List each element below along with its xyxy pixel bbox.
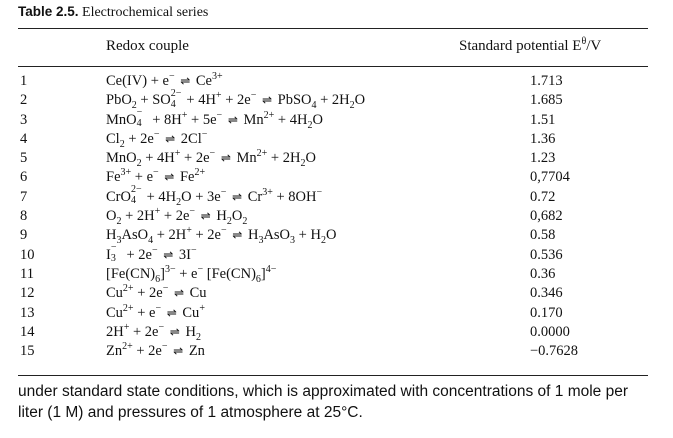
redox-equation: CrO 2− 4 + $4H_2O + 3e^-$ ⇌ $Cr^{3+} + 8OH^-$ [106, 184, 323, 208]
row-number: 8 [20, 208, 28, 225]
table-row [18, 342, 648, 361]
table-row [18, 87, 648, 112]
table-caption [18, 4, 208, 21]
row-number: 7 [20, 188, 28, 205]
redox-equation: I − 3 + 2e− ⇌ 3I− [106, 242, 197, 265]
table-body [18, 72, 648, 361]
redox-equation: $H_3AsO_4 + 2H^+ + 2e^-$ ⇌ $H_3AsO_3 + H_2O$ [106, 225, 337, 247]
table-row [18, 242, 648, 265]
table-row [18, 284, 648, 303]
row-number: 9 [20, 227, 28, 244]
potential-value: 1.23 [530, 150, 556, 167]
header-redox-couple: Redox couple [106, 38, 189, 54]
footnote-text: under standard state conditions, which is approximated with concentrations of 1 mole per liter (1 M) and pressures of 1 atmosphere at 25°C. [18, 383, 629, 421]
redox-equation: $O_2 + 2H^+ + 2e^-$ ⇌ $H_2O_2$ [106, 206, 248, 227]
potential-value: 0.170 [530, 304, 563, 321]
table-title: Electrochemical series [78, 5, 209, 20]
redox-equation: Ce(IV) + e− ⇌ $Ce^{3+}$ [106, 71, 223, 89]
redox-equation: $Zn^{2+} + 2e^-$ ⇌ Zn [106, 341, 205, 360]
potential-value: 0.36 [530, 265, 556, 282]
bottom-rule [18, 375, 648, 376]
header-potential-text: Standard potential E [459, 38, 582, 54]
row-number: 6 [20, 169, 28, 186]
table-row [18, 149, 648, 168]
row-number: 2 [20, 92, 28, 109]
row-number: 15 [20, 343, 35, 360]
header-potential-sup: θ [581, 36, 587, 47]
table-row [18, 265, 648, 284]
redox-equation: $[Fe(CN)_6]^{3-} + e^-$ $[Fe(CN)_6]^{4-}$ [106, 264, 277, 285]
table-row [18, 107, 648, 131]
potential-value: 0.346 [530, 285, 563, 302]
potential-value: 0.58 [530, 227, 556, 244]
redox-equation: $Cl_2 + 2e^-$ ⇌ 2Cl− [106, 129, 208, 150]
potential-value: 1.51 [530, 111, 556, 128]
redox-equation: $Cu^{2+} + e^-$ ⇌ Cu+ [106, 302, 205, 321]
table-row [18, 130, 648, 149]
redox-equation: MnO$_2$ + 4H+ + 2e− ⇌ $Mn^{2+} + 2H_2O$ [106, 148, 316, 170]
table-row [18, 72, 648, 91]
potential-value: 1.713 [530, 73, 563, 89]
potential-value: 0.0000 [530, 323, 570, 340]
table-row [18, 168, 648, 187]
table-row [18, 323, 648, 342]
redox-equation: $Fe^{3+} + e^-$ ⇌ $Fe^{2+}$ [106, 167, 206, 186]
row-number: 12 [20, 285, 35, 302]
header-potential-unit: /V [586, 38, 602, 54]
potential-value: 0,7704 [530, 169, 570, 186]
row-number: 10 [20, 246, 35, 263]
potential-value: −0.7628 [530, 343, 579, 360]
header-rule [18, 66, 648, 67]
potential-value: 0,682 [530, 208, 563, 225]
row-number: 1 [20, 73, 28, 89]
redox-equation: MnO − 4 + 8H+ + 5e− ⇌ $Mn^{2+} + 4H_2O$ [106, 107, 323, 131]
row-number: 4 [20, 130, 28, 147]
redox-equation: 2H+ + 2e− ⇌ $H_2$ [106, 322, 201, 343]
potential-value: 1.36 [530, 130, 556, 147]
top-rule [18, 28, 648, 29]
table-label: Table 2.5. [18, 4, 79, 19]
table-row [18, 184, 648, 208]
row-number: 11 [20, 265, 34, 282]
potential-value: 1.685 [530, 92, 563, 109]
row-number: 13 [20, 304, 35, 321]
row-number: 5 [20, 150, 28, 167]
potential-value: 0.72 [530, 188, 556, 205]
table-row [18, 304, 648, 323]
header-standard-potential [459, 38, 601, 55]
row-number: 14 [20, 323, 35, 340]
row-number: 3 [20, 111, 28, 128]
redox-equation: $Cu^{2+} + 2e^-$ ⇌ Cu [106, 283, 207, 302]
potential-value: 0.536 [530, 246, 563, 263]
table-row [18, 207, 648, 226]
redox-equation: PbO$_2$ + SO 2− 4 + 4H+ + 2e− ⇌ PbSO$_4$ + $2H_2O$ [106, 87, 366, 112]
